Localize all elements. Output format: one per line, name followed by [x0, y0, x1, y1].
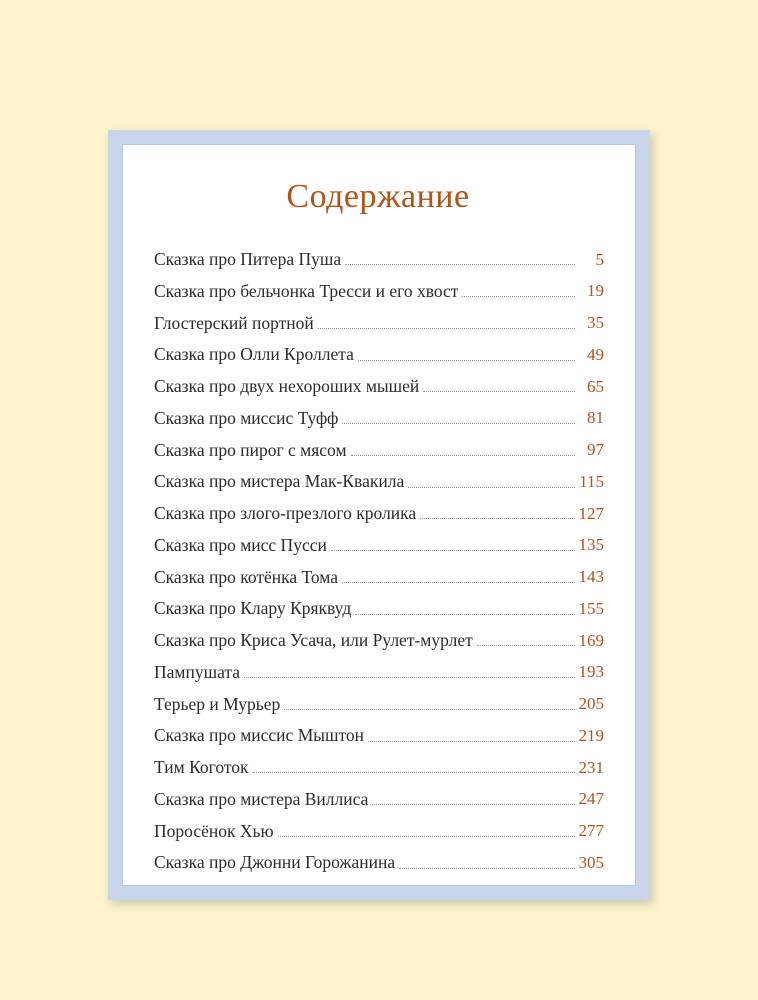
- list-item[interactable]: [154, 250, 604, 269]
- toc-leader-dots: [358, 359, 575, 361]
- toc-leader-dots: [284, 708, 575, 710]
- toc-leader-dots: [342, 422, 575, 424]
- toc-entry-page: 205: [578, 694, 604, 714]
- list-item[interactable]: [154, 568, 604, 587]
- toc-leader-dots: [423, 390, 575, 392]
- list-item[interactable]: [154, 853, 604, 872]
- toc-entry-page: 49: [587, 344, 604, 364]
- toc-leader-dots: [278, 835, 575, 837]
- toc-entry-page: 169: [578, 630, 604, 650]
- toc-entry-label: Сказка про Олли Кроллета: [154, 345, 354, 365]
- toc-leader-dots: [351, 454, 575, 456]
- toc-entry-label: Сказка про миссис Туфф: [154, 408, 339, 428]
- toc-entry-label: Глостерский портной: [154, 313, 314, 333]
- list-item[interactable]: [154, 695, 604, 714]
- list-item[interactable]: [154, 790, 604, 809]
- toc-leader-dots: [331, 549, 575, 551]
- toc-entry-label: Сказка про Клару Кряквуд: [154, 599, 352, 619]
- list-item[interactable]: [154, 345, 604, 364]
- list-item[interactable]: [154, 726, 604, 745]
- toc-entry-label: Тим Коготок: [154, 758, 249, 777]
- toc-leader-dots: [368, 740, 575, 742]
- toc-entry-page: 81: [587, 408, 604, 428]
- toc-entry-label: Терьер и Мурьер: [154, 694, 281, 714]
- toc-entry-label: Сказка про мистера Мак-Квакила: [154, 472, 405, 492]
- toc-leader-dots: [420, 517, 575, 519]
- toc-leader-dots: [253, 771, 575, 773]
- list-item[interactable]: [154, 822, 604, 841]
- toc-entry-label: Сказка про пирог с мясом: [154, 440, 347, 460]
- list-item[interactable]: [154, 314, 604, 333]
- list-item[interactable]: [154, 758, 604, 777]
- toc-entry-label: Сказка про двух нехороших мышей: [154, 377, 420, 396]
- toc-leader-dots: [355, 613, 575, 615]
- toc-entry-label: Сказка про бельчонка Тресси и его хвост: [154, 281, 459, 301]
- list-item[interactable]: [154, 663, 604, 682]
- toc-entry-page: 19: [587, 281, 604, 301]
- toc-entry-page: 305: [578, 852, 604, 872]
- toc-list: [150, 250, 606, 873]
- toc-leader-dots: [372, 803, 575, 805]
- list-item[interactable]: [154, 282, 604, 301]
- toc-entry-label: Сказка про злого-презлого кролика: [154, 504, 417, 523]
- toc-entry-page: 135: [578, 535, 604, 555]
- toc-entry-label: Пампушата: [154, 662, 241, 682]
- toc-leader-dots: [345, 263, 575, 265]
- toc-entry-page: 65: [587, 376, 604, 396]
- toc-entry-label: Сказка про Криса Усача, или Рулет-мурлет: [154, 631, 473, 650]
- toc-leader-dots: [342, 581, 575, 583]
- toc-entry-label: Сказка про миссис Мыштон: [154, 726, 365, 746]
- toc-entry-page: 219: [578, 725, 604, 745]
- list-item[interactable]: [154, 377, 604, 396]
- toc-leader-dots: [477, 644, 575, 646]
- page-title: Содержание: [286, 178, 470, 215]
- toc-entry-page: 193: [578, 662, 604, 682]
- toc-entry-label: Сказка про мисс Пусси: [154, 535, 327, 555]
- toc-entry-page: 231: [578, 757, 604, 777]
- toc-leader-dots: [399, 867, 575, 869]
- toc-entry-page: 155: [578, 598, 604, 618]
- toc-entry-page: 127: [578, 503, 604, 523]
- toc-leader-dots: [244, 676, 575, 678]
- toc-leader-dots: [318, 327, 575, 329]
- list-item[interactable]: [154, 409, 604, 428]
- toc-entry-page: 143: [578, 567, 604, 587]
- toc-entry-page: 247: [578, 789, 604, 809]
- toc-entry-page: 277: [578, 821, 604, 841]
- toc-entry-label: Сказка про Джонни Горожанина: [154, 853, 396, 873]
- toc-entry-label: Сказка про котёнка Тома: [154, 567, 339, 587]
- list-item[interactable]: [154, 504, 604, 523]
- toc-entry-page: 5: [595, 249, 604, 269]
- toc-leader-dots: [408, 486, 575, 488]
- list-item[interactable]: [154, 536, 604, 555]
- table-of-contents: [122, 144, 636, 886]
- list-item[interactable]: [154, 441, 604, 460]
- toc-leader-dots: [462, 295, 575, 297]
- toc-entry-page: 97: [587, 440, 604, 460]
- toc-entry-label: Поросёнок Хью: [154, 821, 274, 841]
- toc-entry-page: 35: [587, 313, 604, 333]
- toc-entry-label: Сказка про Питера Пуша: [154, 250, 342, 269]
- toc-entry-page: 115: [579, 471, 604, 491]
- list-item[interactable]: [154, 599, 604, 618]
- toc-entry-label: Сказка про мистера Виллиса: [154, 789, 369, 809]
- list-item[interactable]: [154, 472, 604, 491]
- list-item[interactable]: [154, 631, 604, 650]
